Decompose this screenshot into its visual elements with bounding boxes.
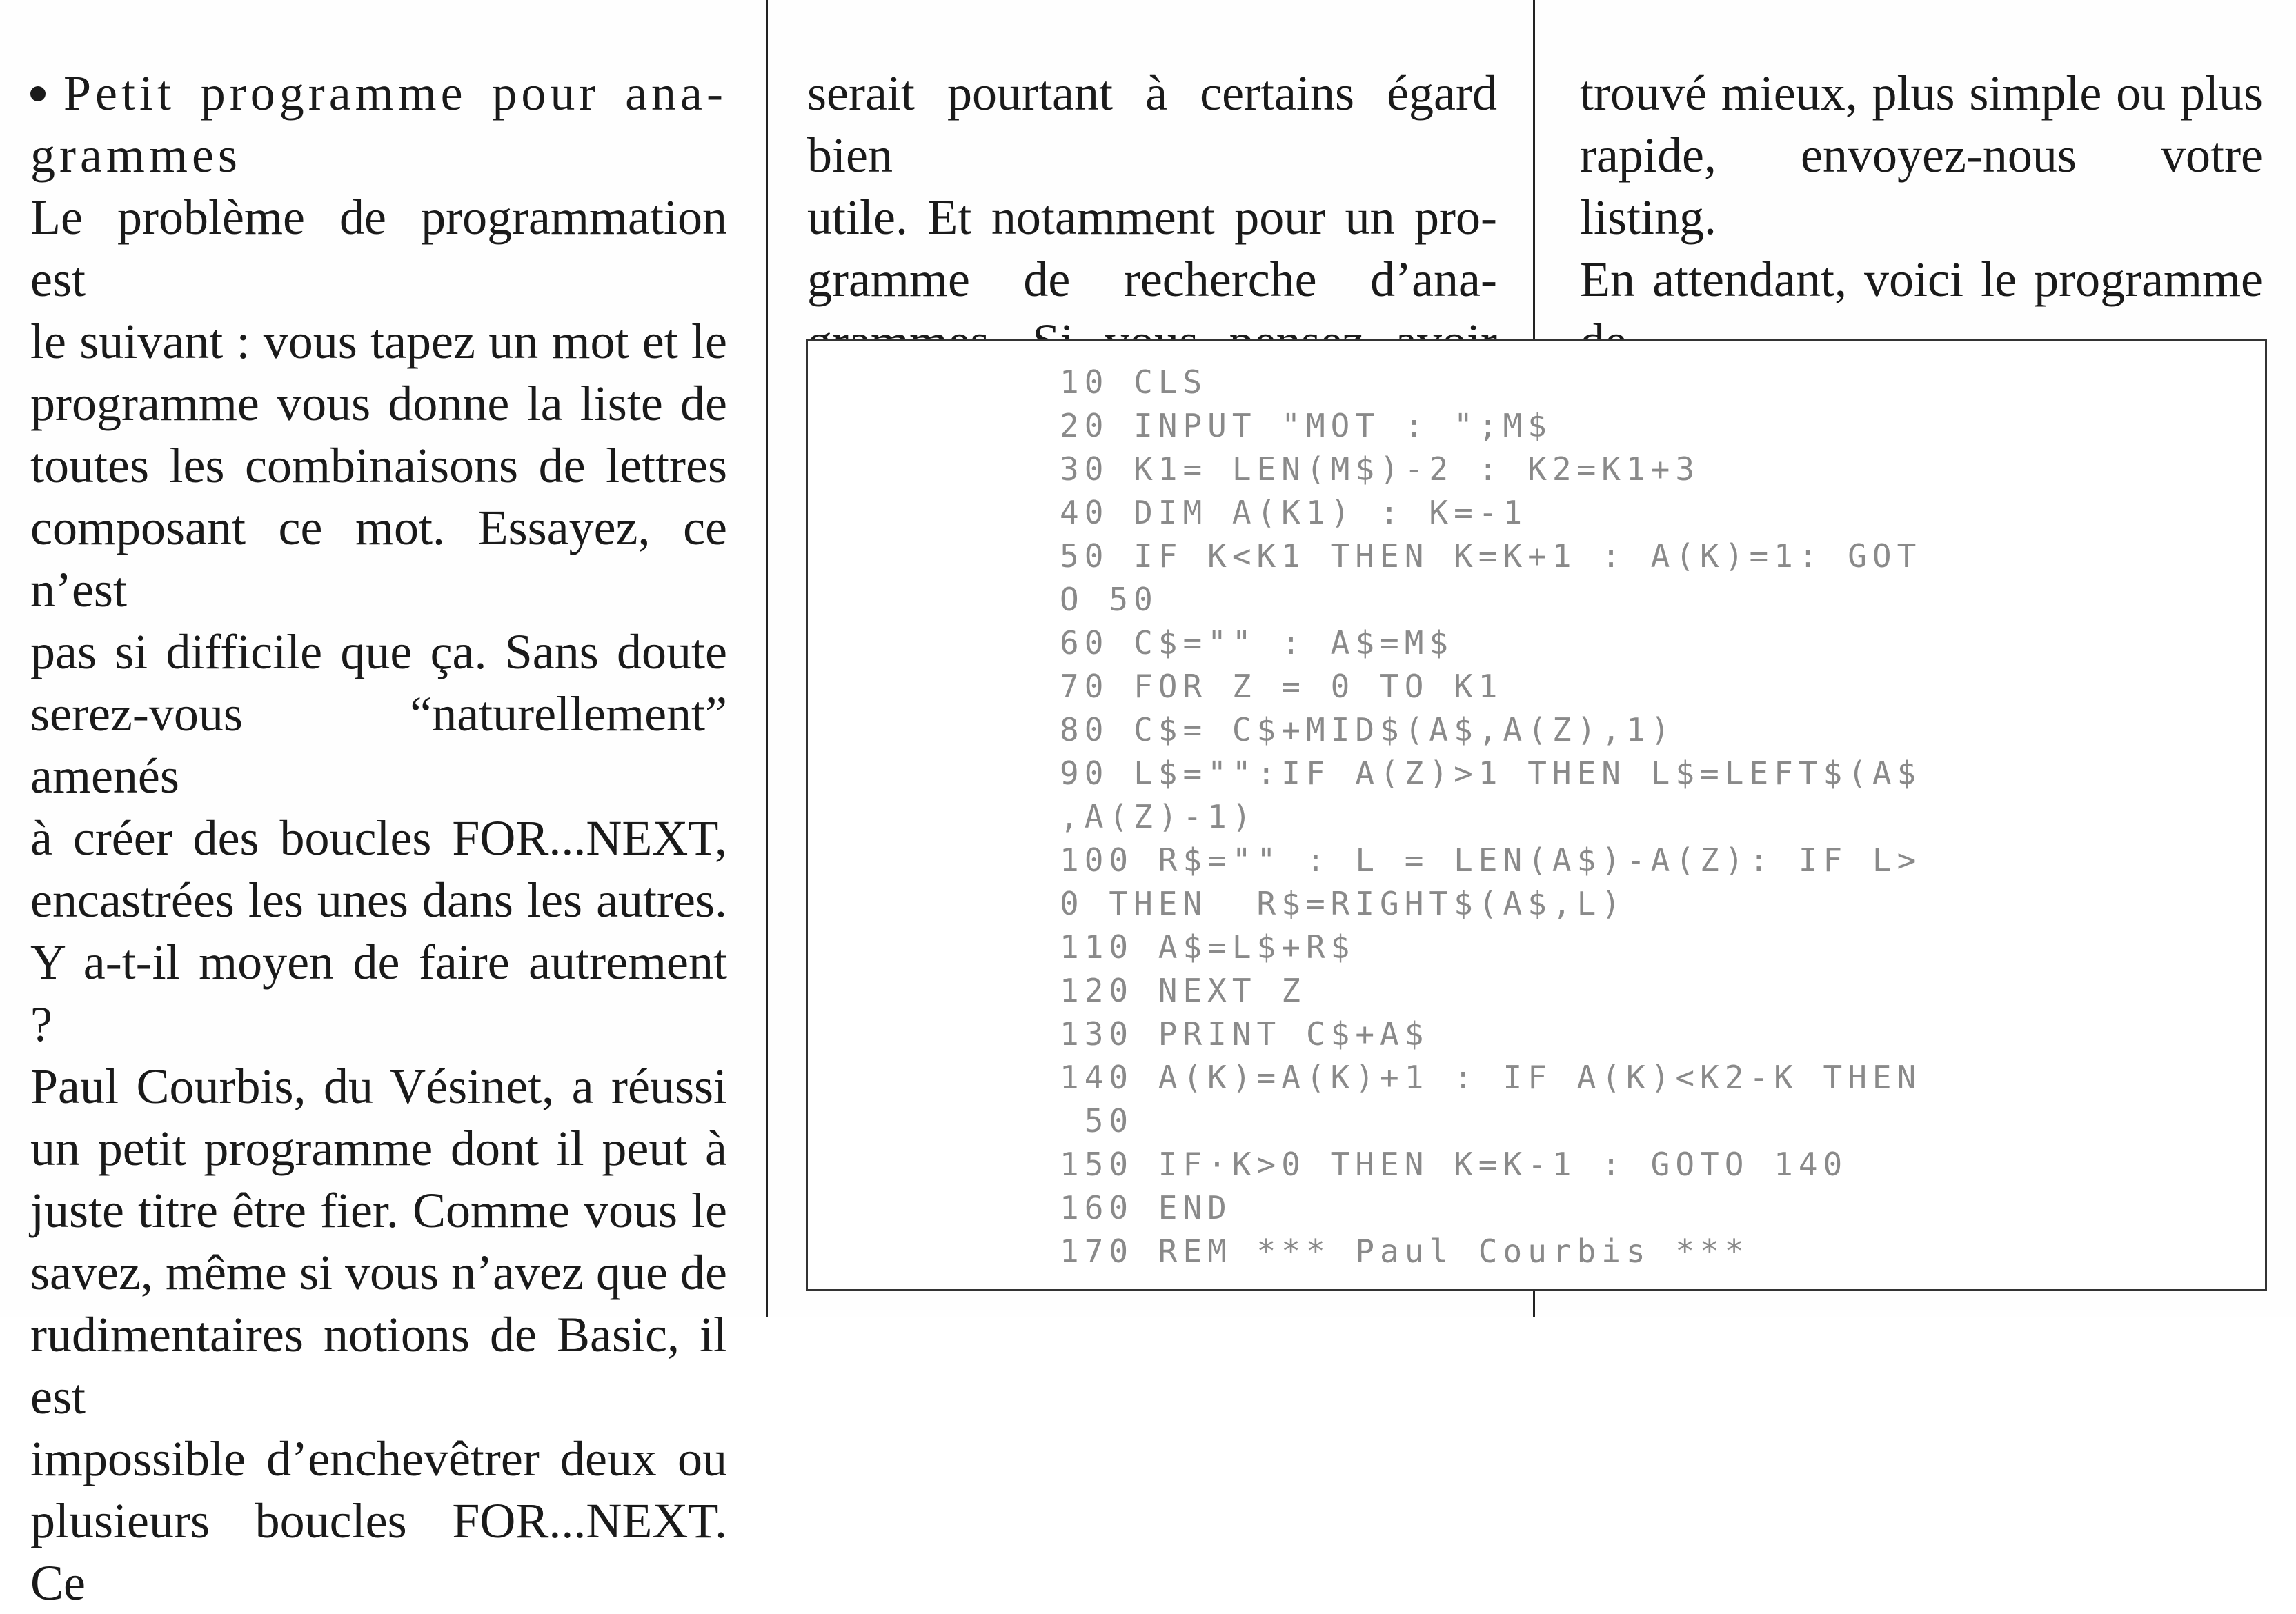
bullet-icon	[30, 86, 46, 101]
code-line: 40 DIM A(K1) : K=-1	[1060, 494, 1528, 531]
code-line: O 50	[1060, 581, 1158, 618]
body-line: programme vous donne la liste de	[30, 376, 727, 431]
code-line: 50 IF K<K1 THEN K=K+1 : A(K)=1: GOT	[1060, 537, 1922, 575]
body-line: encastrées les unes dans les autres.	[30, 873, 727, 928]
code-line: 10 CLS	[1060, 363, 1208, 401]
body-line: rapide, envoyez-nous votre listing.	[1580, 128, 2263, 245]
program-listing-box	[806, 339, 2267, 1291]
body-line: savez, même si vous n’avez que de	[30, 1245, 727, 1300]
body-line: le suivant : vous tapez un mot et le	[30, 314, 727, 369]
body-line: utile. Et notamment pour un pro-	[807, 190, 1497, 245]
body-line: plusieurs boucles FOR...NEXT. Ce	[30, 1493, 727, 1611]
body-line: trouvé mieux, plus simple ou plus	[1580, 66, 2263, 121]
body-line: pas si difficile que ça. Sans doute	[30, 624, 727, 679]
body-line: En attendant, voici le programme	[1580, 252, 2263, 307]
body-line: un petit programme dont il peut à	[30, 1121, 727, 1176]
code-line: 60 C$="" : A$=M$	[1060, 624, 1454, 661]
body-line: serait pourtant à certains égard bien	[807, 66, 1497, 183]
article-heading-line-2: grammes	[30, 128, 241, 183]
body-line: à créer des boucles FOR...NEXT,	[30, 810, 727, 866]
body-line: juste titre être fier. Comme vous le	[30, 1183, 727, 1238]
code-line: 150 IF·K>0 THEN K=K-1 : GOTO 140	[1060, 1146, 1848, 1183]
body-line: serez-vous “naturellement” amenés	[30, 686, 727, 804]
program-listing	[1060, 361, 1921, 1273]
article-column-1	[30, 62, 727, 1614]
body-line: Paul Courbis, du Vésinet, a réussi	[30, 1059, 727, 1114]
code-line: 130 PRINT C$+A$	[1060, 1015, 1429, 1053]
body-line: composant ce mot. Essayez, ce n’est	[30, 500, 727, 617]
code-line: 70 FOR Z = 0 TO K1	[1060, 668, 1503, 705]
body-line: Le problème de programmation est	[30, 190, 727, 307]
code-line: 20 INPUT "MOT : ";M$	[1060, 407, 1552, 444]
column-rule-left	[766, 0, 768, 1317]
body-line: Y a-t-il moyen de faire autrement ?	[30, 935, 727, 1052]
code-line: 170 REM *** Paul Courbis ***	[1060, 1233, 1750, 1270]
code-line: 90 L$="":IF A(Z)>1 THEN L$=LEFT$(A$	[1060, 755, 1922, 792]
column-rule-right-bottom	[1533, 1290, 1535, 1317]
code-line: 160 END	[1060, 1189, 1232, 1226]
body-line: gramme de recherche d’ana-	[807, 252, 1497, 307]
code-line: 30 K1= LEN(M$)-2 : K2=K1+3	[1060, 450, 1701, 488]
article-heading-line-1	[30, 62, 727, 124]
column-rule-right-top	[1533, 0, 1535, 345]
code-line: 80 C$= C$+MID$(A$,A(Z),1)	[1060, 711, 1676, 748]
code-line: 140 A(K)=A(K)+1 : IF A(K)<K2-K THEN	[1060, 1059, 1922, 1096]
heading-text: Petit programme pour ana-	[63, 66, 727, 121]
code-line: 110 A$=L$+R$	[1060, 928, 1356, 966]
code-line: 50	[1060, 1102, 1134, 1139]
code-line: 120 NEXT Z	[1060, 972, 1306, 1009]
body-line: rudimentaires notions de Basic, il est	[30, 1307, 727, 1424]
body-line: toutes les combinaisons de lettres	[30, 438, 727, 493]
body-line: impossible d’enchevêtrer deux ou	[30, 1431, 727, 1486]
article-column-2	[807, 62, 1497, 372]
code-line: 100 R$="" : L = LEN(A$)-A(Z): IF L>	[1060, 841, 1922, 879]
code-line: ,A(Z)-1)	[1060, 798, 1257, 835]
code-line: 0 THEN R$=RIGHT$(A$,L)	[1060, 885, 1626, 922]
